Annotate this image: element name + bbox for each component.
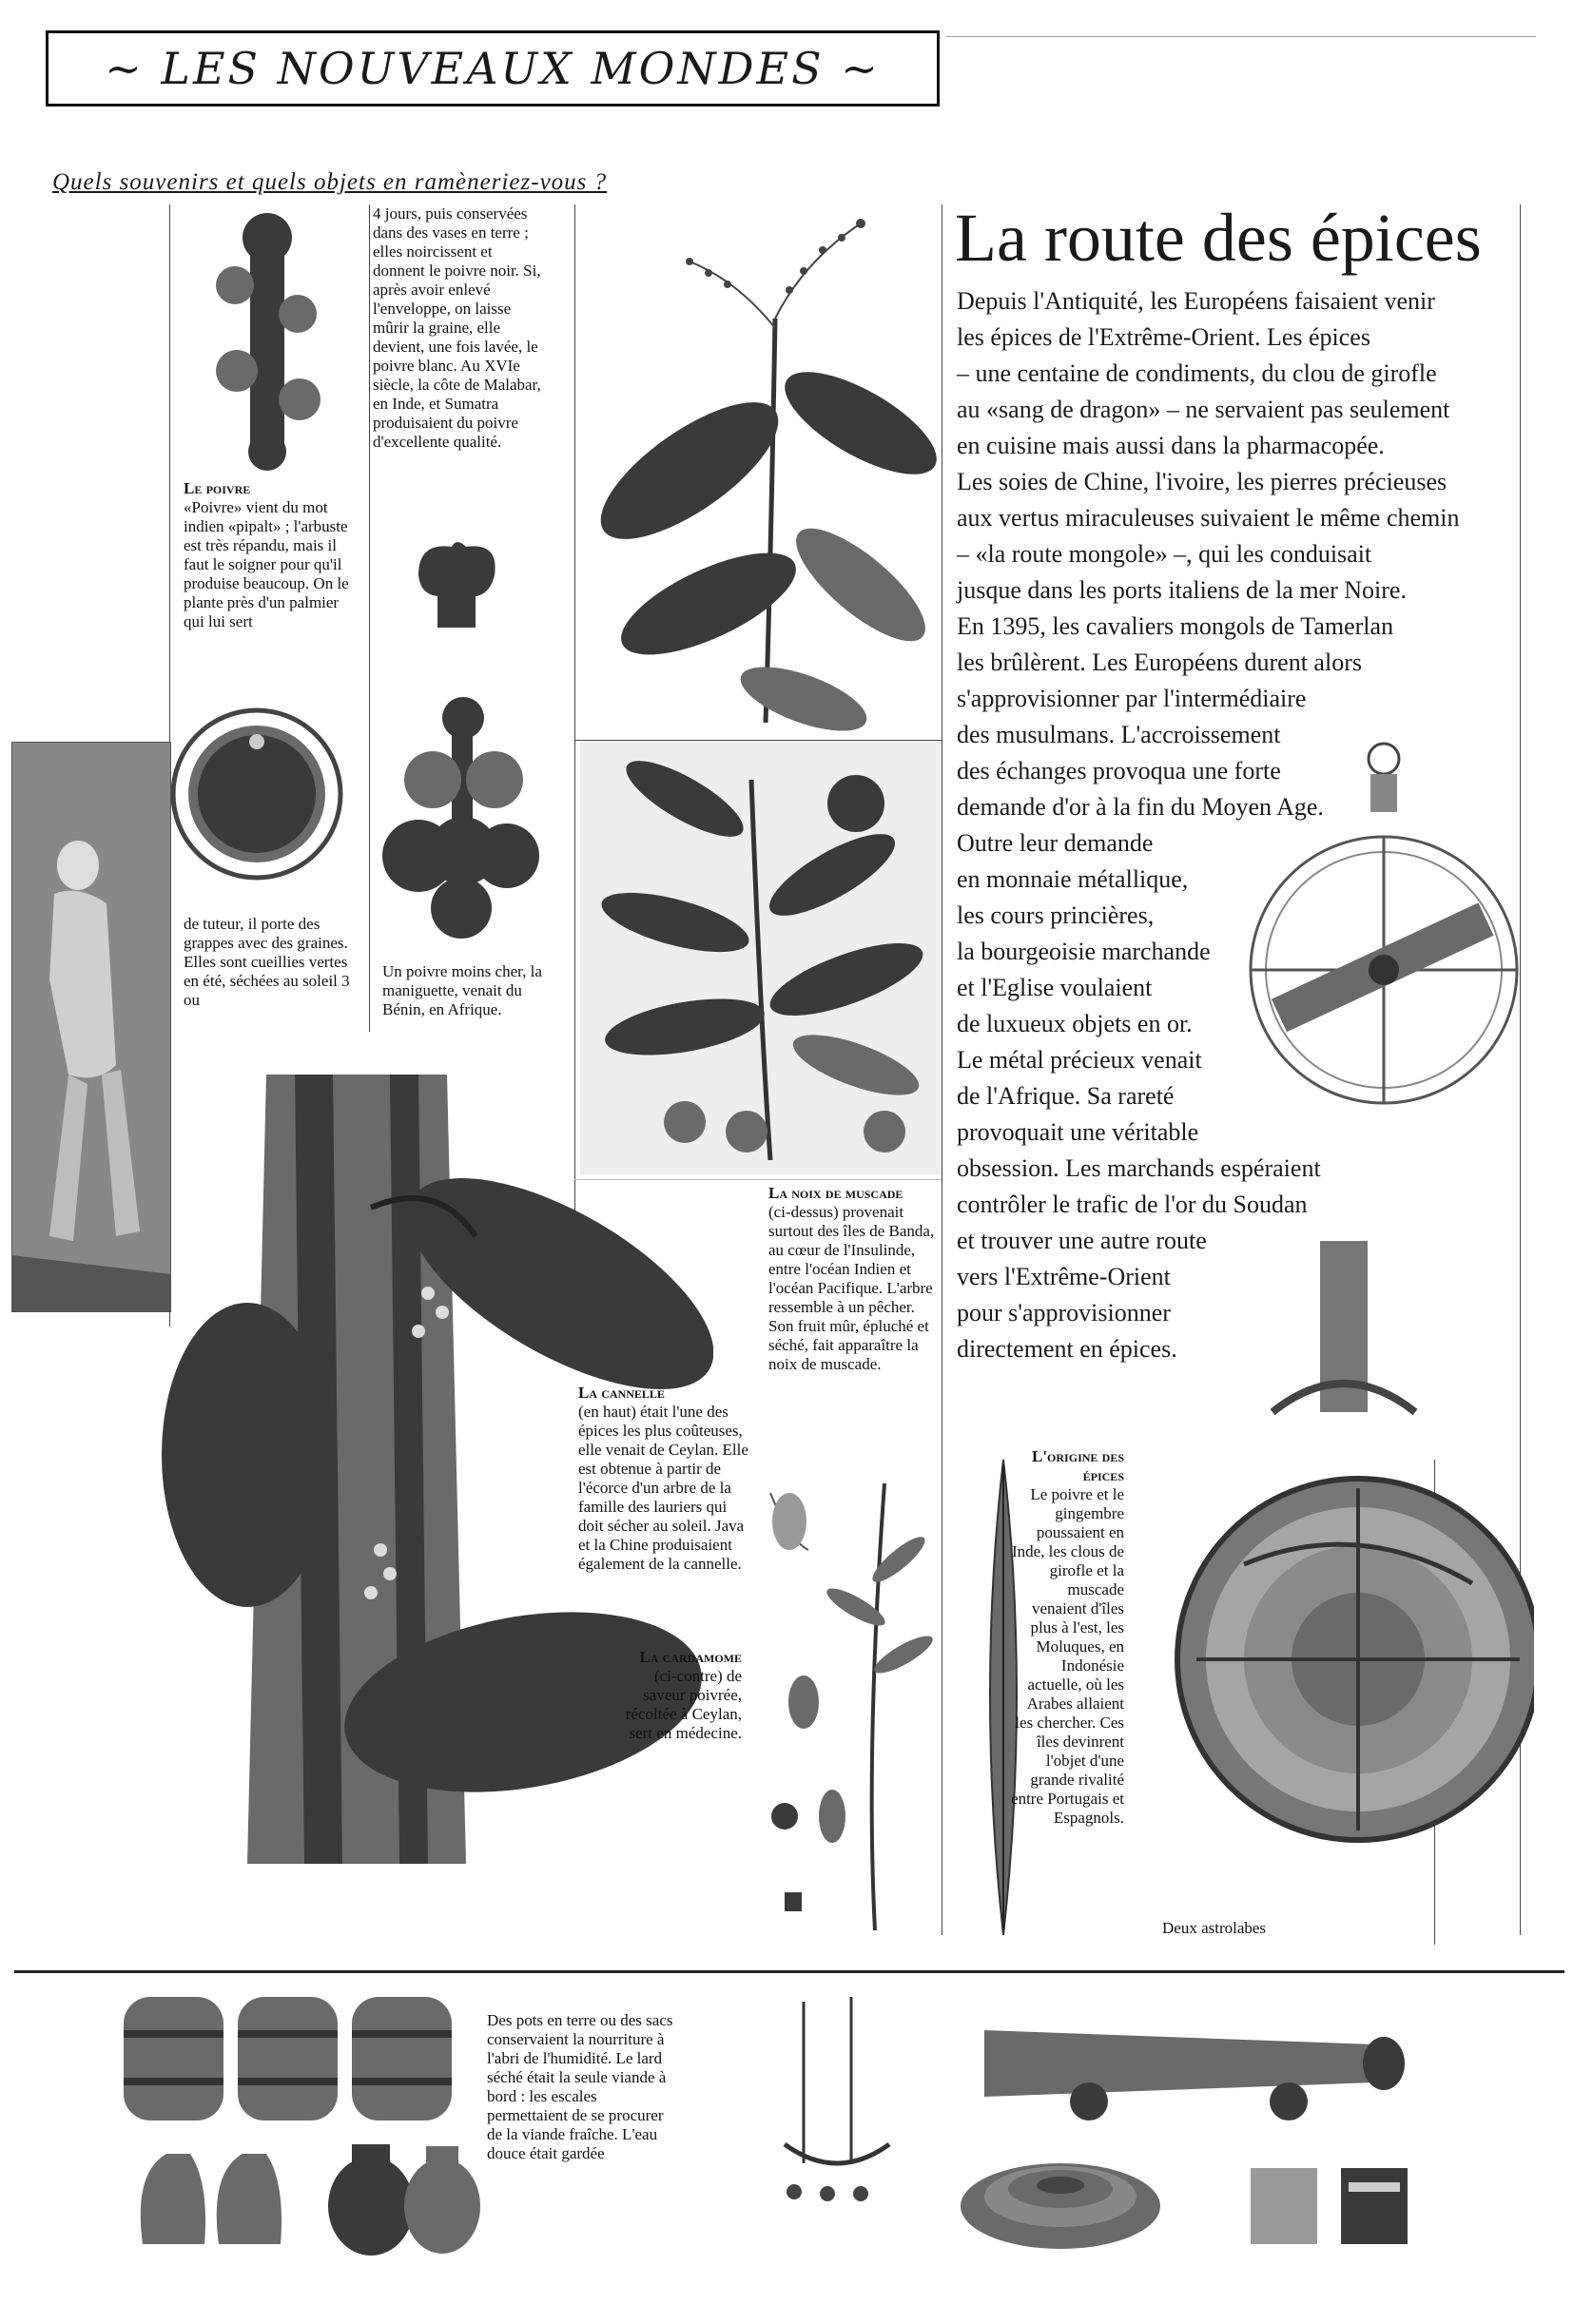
pepper-seed-icon — [399, 537, 514, 632]
poivre-caption-text: «Poivre» vient du mot indien «pipalt» ; l'arbuste est très répandu, mais il faut le soigner pour qu'il produise beaucoup. On le plante près d'un palmier qui lui sert — [184, 498, 349, 630]
cardamome-caption-text: (ci-contre) de saveur poivrée, récoltée à Ceylan, sert en médecine. — [625, 1667, 742, 1742]
article-title: La route des épices — [955, 200, 1482, 276]
column-rule — [369, 204, 370, 1032]
origine-caption — [1010, 1447, 1124, 1828]
origine-caption-text: Le poivre et le gingembre poussaient en Inde, les clous de girofle et la muscade venaient d'îles plus à l'est, les Moluques, en Indonésie actuelle, où les Arabes allaient les chercher. Ces îles devinrent l'objet d'une grande rivalité entre Portugais et Espagnols. — [1011, 1485, 1124, 1827]
sack-icon — [133, 2135, 295, 2249]
chest-icon — [1246, 2140, 1417, 2254]
pots-caption: Des pots en terre ou des sacs conservaient la nourriture à l'abri de l'humidité. Le lard séché était la seule viande à bord : les escales permettaient de se procurer de la viande fraîche. L'eau douce était gardée — [487, 2011, 673, 2162]
bottom-section-rule — [14, 1970, 1564, 1973]
page-title: ~ LES NOUVEAUX MONDES ~ — [46, 30, 940, 107]
rope-coil-icon — [956, 2140, 1165, 2254]
cannelle-caption-title: La cannelle — [578, 1384, 665, 1402]
astrolabe-icon — [1158, 1241, 1534, 1907]
muscade-caption-text: (ci-dessus) provenait surtout des îles de Banda, au cœur de l'Insulinde, entre l'océan Indien et l'océan Pacifique. L'arbre ressemble à un pêcher. Son fruit mûr, épluché et séché, fait apparaître la noix de muscade. — [768, 1203, 935, 1373]
top-rule — [946, 36, 1536, 37]
astrolabe-icon — [1241, 732, 1526, 1170]
cannelle-caption — [578, 1384, 754, 1574]
pepper-cross-section-icon — [162, 699, 352, 889]
origine-caption-title: L'origine des épices — [1032, 1447, 1124, 1484]
poivre-caption-cont: de tuteur, il porte des grappes avec des graines. Elles sont cueillies vertes en été, séchées au soleil 3 ou — [184, 915, 350, 1009]
astrolabes-caption: Deux astrolabes — [1162, 1919, 1267, 1937]
cinnamon-branch-icon — [585, 204, 937, 732]
cardamom-plant-icon — [751, 1464, 942, 1940]
barrel-icon — [119, 1987, 471, 2130]
page-subtitle: Quels souvenirs et quels objets en ramèneriez-vous ? — [52, 169, 608, 195]
maniguette-caption: Un poivre moins cher, la maniguette, venait du Bénin, en Afrique. — [382, 962, 542, 1018]
crossbow-icon — [775, 1992, 899, 2211]
cannelle-caption-text: (en haut) était l'une des épices les plus coûteuses, elle venait de Ceylan. Elle est obtenue à partir de l'écorce d'un arbre de la famille des lauriers qui doit sécher au soleil. Java et la Chine produisaient également de la cannelle. — [578, 1403, 748, 1573]
pepper-branch-icon — [195, 209, 338, 485]
section-rule — [574, 740, 942, 741]
poivre-caption-col2: 4 jours, puis conservées dans des vases en terre ; elles noircissent et donnent le poivre noir. Si, après avoir enlevé l'enveloppe, on laisse mûrir la graine, elle devient, une fois lavée, le poivre blanc. Au XVIe siècle, la côte de Malabar, en Inde, et Sumatra produisaient du poivre d'excellente qualité. — [373, 204, 541, 451]
muscade-caption — [768, 1184, 938, 1374]
muscade-caption-title: La noix de muscade — [768, 1184, 903, 1202]
article-body: Depuis l'Antiquité, les Européens faisaient venir les épices de l'Extrême-Orient. Les épices – une centaine de condiments, du clou de girofle au «sang de dragon» – ne servaient pas seulement en cuisine mais aussi dans la pharmacopée. Les soies de Chine, l'ivoire, les pierres précieuses aux vertus miraculeuses suivaient le même chemin – «la route mongole» –, qui les conduisait jusque dans les ports italiens de la mer Noire. En 1395, les cavaliers mongols de Tamerlan les brûlèrent. Les Européens durent alors s'approvisionner par l'intermédiaire des musulmans. L'accroissement des échanges provoqua une forte demande d'or à la fin du Moyen Age. Outre leur demande en monnaie métallique, les cours princières, la bourgeoisie marchande et l'Eglise voulaient de luxueux objets en or. Le métal précieux venait de l'Afrique. Sa rareté provoquait une véritable obsession. Les marchands espéraient contrôler le trafic de l'or du Soudan et trouver une autre route vers l'Extrême-Orient pour s'approvisionner directement en épices. — [957, 287, 1460, 1363]
cardamome-caption-title: La cardamome — [639, 1648, 742, 1666]
poivre-caption — [184, 479, 350, 631]
jar-icon — [323, 2135, 485, 2258]
cardamome-caption — [609, 1648, 742, 1743]
cannon-icon — [975, 2002, 1431, 2125]
woman-gathering-icon — [11, 742, 171, 1312]
maniguette-cluster-icon — [376, 694, 547, 960]
poivre-caption-title: Le poivre — [184, 479, 251, 497]
